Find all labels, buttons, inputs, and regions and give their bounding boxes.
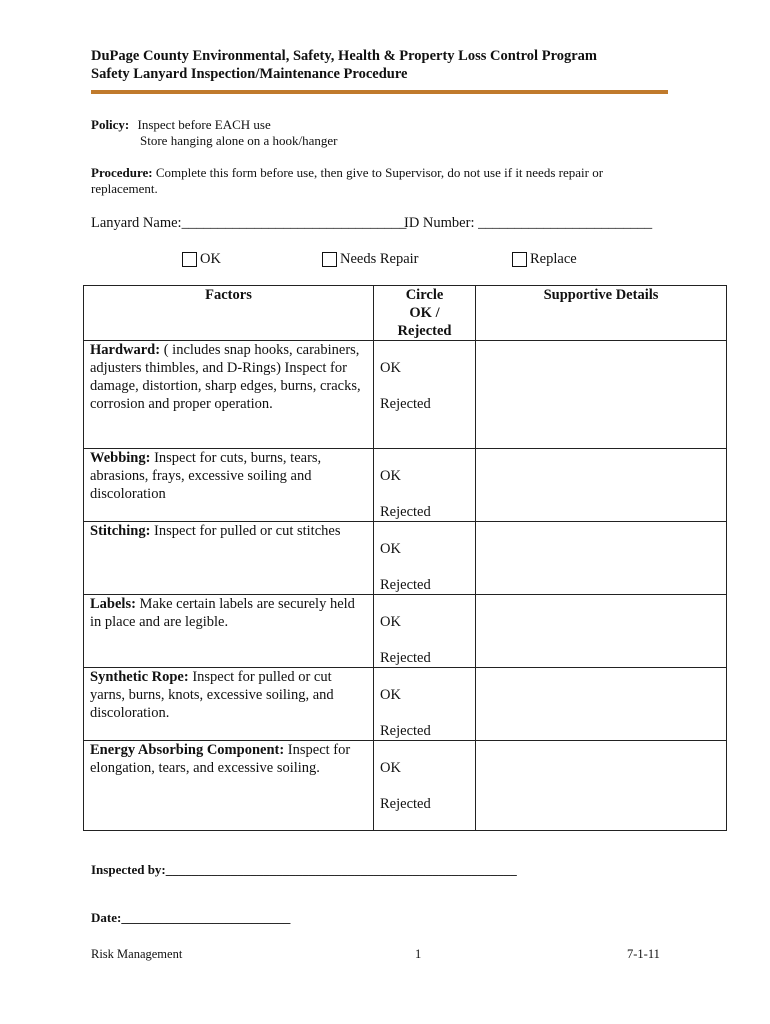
circle-cell[interactable] xyxy=(374,741,476,831)
factor-cell xyxy=(84,668,374,741)
supportive-details-header: Supportive Details xyxy=(476,286,727,341)
footer-page-number: 1 xyxy=(415,947,422,961)
date-field[interactable]: Date:__________________________ xyxy=(91,910,291,925)
ok-option[interactable]: OK xyxy=(380,468,401,484)
table-row xyxy=(84,595,727,668)
factor-label: Labels: xyxy=(90,596,136,612)
factor-cell xyxy=(84,595,374,668)
factor-description: Inspect for cuts, burns, tears, abrasions, frays, excessive soiling and discoloration xyxy=(90,450,322,502)
factor-cell xyxy=(84,449,374,522)
circle-cell[interactable] xyxy=(374,341,476,449)
status-ok-checkbox[interactable] xyxy=(182,251,221,268)
table-row xyxy=(84,741,727,831)
supportive-details-cell[interactable] xyxy=(476,741,727,831)
footer-date: 7-1-11 xyxy=(627,947,660,961)
procedure-label: Procedure: xyxy=(91,165,153,180)
checkbox-square-icon[interactable] xyxy=(182,252,197,267)
circle-cell[interactable] xyxy=(374,668,476,741)
factor-description: Inspect for elongation, tears, and excessive soiling. xyxy=(90,742,351,776)
circle-cell[interactable] xyxy=(374,522,476,595)
factor-label: Synthetic Rope: xyxy=(90,669,189,685)
status-needs-repair-checkbox[interactable] xyxy=(322,251,419,268)
status-ok-label: OK xyxy=(200,251,221,267)
supportive-details-cell[interactable] xyxy=(476,341,727,449)
status-replace-label: Replace xyxy=(530,251,577,267)
factor-description: Inspect for pulled or cut stitches xyxy=(150,523,341,539)
circle-header xyxy=(374,286,476,341)
rejected-option[interactable]: Rejected xyxy=(380,650,431,666)
ok-option[interactable]: OK xyxy=(380,360,401,376)
rejected-option[interactable]: Rejected xyxy=(380,396,431,412)
supportive-details-cell[interactable] xyxy=(476,595,727,668)
factors-header: Factors xyxy=(84,286,374,341)
factor-cell xyxy=(84,522,374,595)
table-header-row xyxy=(84,286,727,341)
inspected-by-field[interactable]: Inspected by:______________________________________________________ xyxy=(91,862,517,877)
procedure-text-2: replacement. xyxy=(91,181,158,196)
ok-option[interactable]: OK xyxy=(380,541,401,557)
table-row xyxy=(84,341,727,449)
rejected-option[interactable]: Rejected xyxy=(380,577,431,593)
factor-cell xyxy=(84,341,374,449)
lanyard-name-field[interactable]: Lanyard Name:_______________________________ xyxy=(91,215,407,231)
factor-cell xyxy=(84,741,374,831)
table-row xyxy=(84,449,727,522)
header-program-title: DuPage County Environmental, Safety, Health & Property Loss Control Program xyxy=(91,48,598,64)
policy-label: Policy: xyxy=(91,117,130,132)
policy-line-1: Inspect before EACH use xyxy=(137,117,271,132)
ok-option[interactable]: OK xyxy=(380,687,401,703)
circle-cell[interactable] xyxy=(374,595,476,668)
rejected-option[interactable]: Rejected xyxy=(380,796,431,812)
status-replace-checkbox[interactable] xyxy=(512,251,577,268)
procedure-section xyxy=(91,164,651,181)
policy-section xyxy=(91,116,271,133)
table-row xyxy=(84,522,727,595)
header-form-title: Safety Lanyard Inspection/Maintenance Procedure xyxy=(91,66,408,82)
factor-label: Hardward: xyxy=(90,342,161,358)
supportive-details-cell[interactable] xyxy=(476,668,727,741)
circle-header-line-1: Circle xyxy=(405,287,444,303)
factor-label: Webbing: xyxy=(90,450,151,466)
checkbox-square-icon[interactable] xyxy=(322,252,337,267)
header-rule xyxy=(91,90,668,94)
checkbox-square-icon[interactable] xyxy=(512,252,527,267)
supportive-details-cell[interactable] xyxy=(476,522,727,595)
circle-cell[interactable] xyxy=(374,449,476,522)
circle-header-line-3: Rejected xyxy=(397,323,452,339)
rejected-option[interactable]: Rejected xyxy=(380,723,431,739)
factor-label: Stitching: xyxy=(90,523,151,539)
document-header xyxy=(91,47,597,83)
procedure-text: Complete this form before use, then give to Supervisor, do not use if it needs repair or xyxy=(155,165,604,180)
supportive-details-cell[interactable] xyxy=(476,449,727,522)
circle-header-line-2: OK / xyxy=(409,305,440,321)
factor-description: ( includes snap hooks, carabiners, adjusters thimbles, and D-Rings) Inspect for damage, distortion, sharp edges, burns, cracks, corrosion and proper operation. xyxy=(90,342,361,412)
id-number-field[interactable]: ID Number: ________________________ xyxy=(404,215,653,231)
footer-department: Risk Management xyxy=(91,947,183,961)
factor-description: Make certain labels are securely held in place and are legible. xyxy=(90,596,355,630)
rejected-option[interactable]: Rejected xyxy=(380,504,431,520)
inspection-table xyxy=(83,285,727,831)
factor-description: Inspect for pulled or cut yarns, burns, knots, excessive soiling, and discoloration. xyxy=(90,669,334,721)
factor-label: Energy Absorbing Component: xyxy=(90,742,285,758)
policy-line-2: Store hanging alone on a hook/hanger xyxy=(140,133,338,148)
status-needs-repair-label: Needs Repair xyxy=(340,251,419,267)
ok-option[interactable]: OK xyxy=(380,614,401,630)
table-row xyxy=(84,668,727,741)
ok-option[interactable]: OK xyxy=(380,760,401,776)
